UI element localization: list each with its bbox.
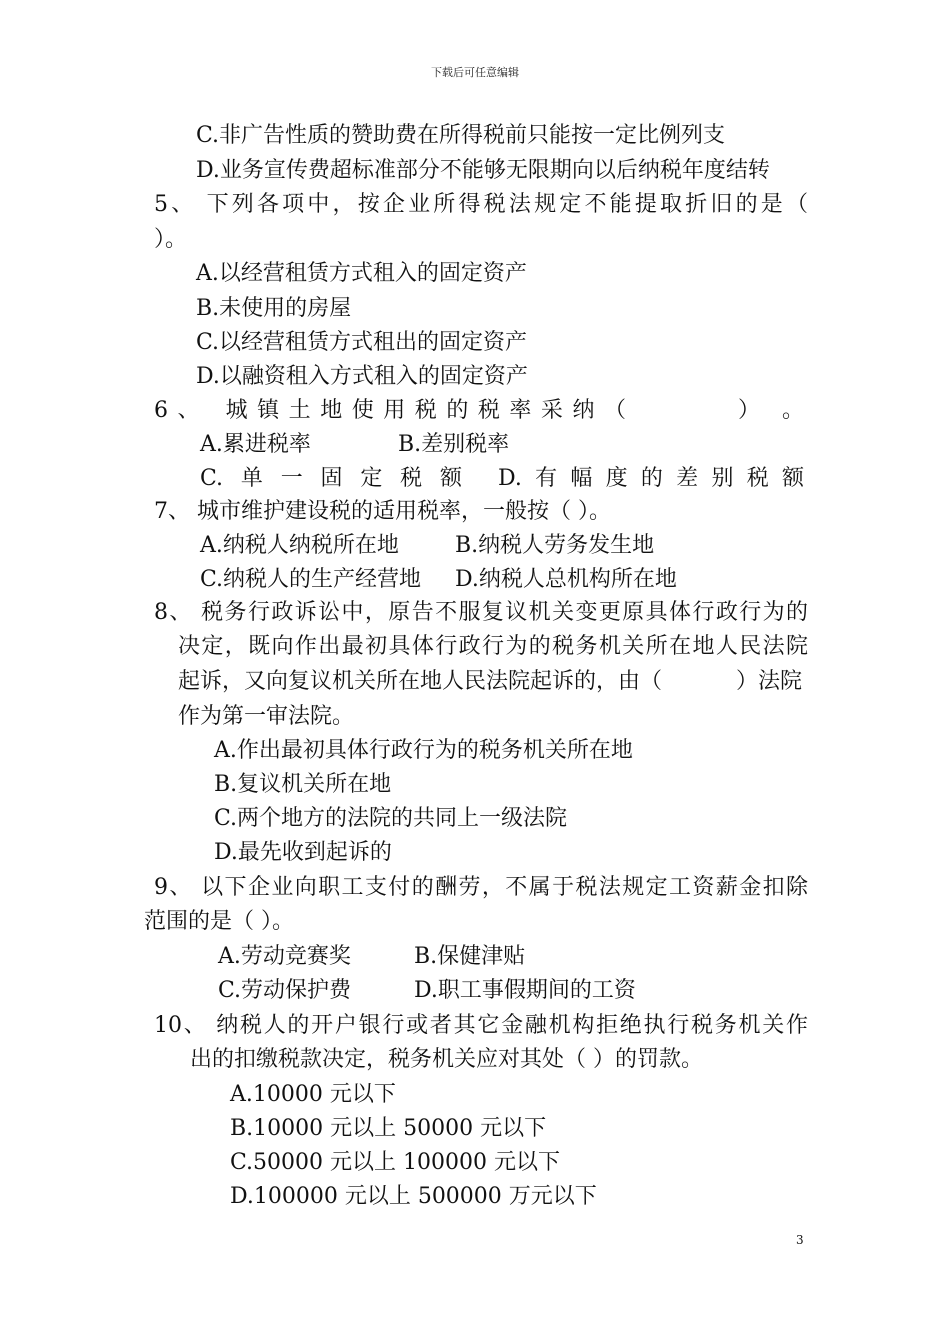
option-5b: B.未使用的房屋 <box>196 296 352 321</box>
option-10d: D.100000 元以上 500000 万元以下 <box>230 1184 597 1209</box>
option-9c: C.劳动保护费 <box>218 978 352 1003</box>
question-8-stem: 8、 税务行政诉讼中，原告不服复议机关变更原具体行政行为的 <box>154 600 808 625</box>
page-header: 下载后可任意编辑 <box>431 66 519 79</box>
question-7-stem: 7、 城市维护建设税的适用税率，一般按（ ）。 <box>154 499 611 524</box>
question-6-stem-end: ）。 <box>738 398 804 423</box>
question-9-stem-line2: 范围的是（ ）。 <box>144 909 294 934</box>
page-number: 3 <box>796 1233 804 1247</box>
question-6-stem: 6、 城镇土地使用税的税率采纳（ <box>154 398 626 423</box>
option-6c: C.单一固定税额 <box>200 466 462 491</box>
question-8-stem-line2: 决定，既向作出最初具体行政行为的税务机关所在地人民法院 <box>178 634 808 659</box>
option-5d: D.以融资租入方式租入的固定资产 <box>196 364 528 389</box>
option-6d: D.有幅度的差别税额 <box>498 466 804 491</box>
option-9a: A.劳动竞赛奖 <box>218 944 351 969</box>
option-8c: C.两个地方的法院的共同上一级法院 <box>214 806 568 831</box>
option-7d: D.纳税人总机构所在地 <box>455 567 677 592</box>
option-10a: A.10000 元以下 <box>230 1082 396 1107</box>
question-9-stem: 9、 以下企业向职工支付的酬劳，不属于税法规定工资薪金扣除 <box>154 875 808 900</box>
option-5a: A.以经营租赁方式租入的固定资产 <box>196 261 527 286</box>
question-10-stem-line2: 出的扣缴税款决定，税务机关应对其处（ ）的罚款。 <box>190 1047 703 1072</box>
option-4c: C.非广告性质的赞助费在所得税前只能按一定比例列支 <box>196 123 726 148</box>
question-8-stem-line3-end: ）法院 <box>736 669 803 694</box>
option-8d: D.最先收到起诉的 <box>214 840 392 865</box>
option-7c: C.纳税人的生产经营地 <box>200 567 422 592</box>
option-8b: B.复议机关所在地 <box>214 772 392 797</box>
option-9b: B.保健津贴 <box>414 944 526 969</box>
option-6a: A.累进税率 <box>200 432 311 457</box>
question-8-stem-line4: 作为第一审法院。 <box>178 704 355 729</box>
option-10c: C.50000 元以上 100000 元以下 <box>230 1150 560 1175</box>
option-4d: D.业务宣传费超标准部分不能够无限期向以后纳税年度结转 <box>196 158 770 183</box>
question-8-stem-line3: 起诉，又向复议机关所在地人民法院起诉的，由（ <box>178 669 663 694</box>
question-10-stem: 10、 纳税人的开户银行或者其它金融机构拒绝执行税务机关作 <box>154 1013 808 1038</box>
option-8a: A.作出最初具体行政行为的税务机关所在地 <box>214 738 633 763</box>
option-9d: D.职工事假期间的工资 <box>414 978 636 1003</box>
option-10b: B.10000 元以上 50000 元以下 <box>230 1116 547 1141</box>
option-6b: B.差别税率 <box>398 432 510 457</box>
option-7a: A.纳税人纳税所在地 <box>200 533 399 558</box>
question-5-stem: 5、 下列各项中，按企业所得税法规定不能提取折旧的是（ <box>154 192 808 217</box>
option-7b: B.纳税人劳务发生地 <box>455 533 655 558</box>
option-5c: C.以经营租赁方式租出的固定资产 <box>196 330 528 355</box>
question-5-stem-cont: ）。 <box>154 227 188 252</box>
